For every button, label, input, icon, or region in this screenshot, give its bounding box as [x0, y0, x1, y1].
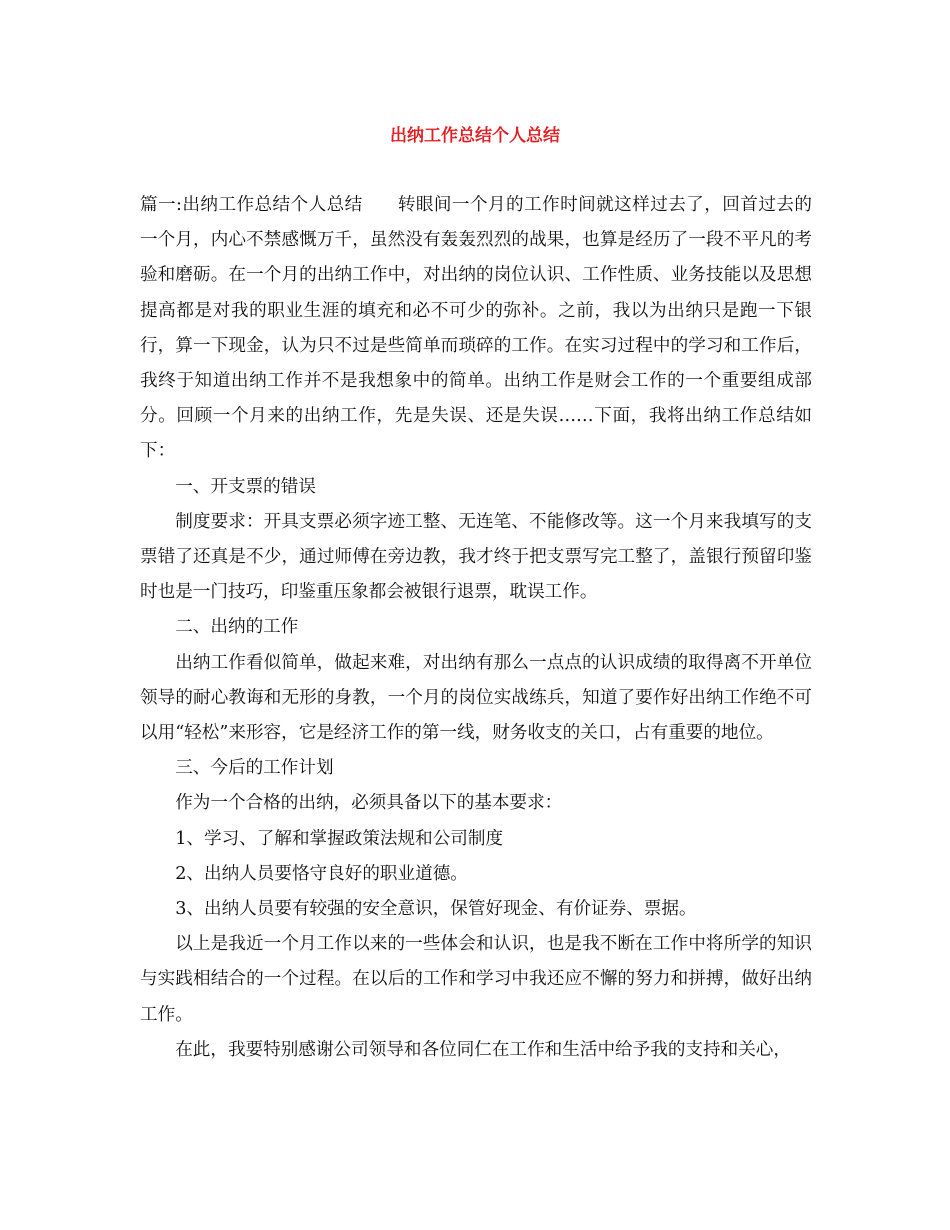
intro-heading: 篇一:出纳工作总结个人总结: [140, 195, 363, 215]
intro-text: 转眼间一个月的工作时间就这样过去了，回首过去的一个月，内心不禁感慨万千，虽然没有轰轰烈烈的战果，也算是经历了一段不平凡的考验和磨砺。在一个月的出纳工作中，对出纳的岗位认识、工作性质、业务技能以及思想提高都是对我的职业生涯的填充和必不可少的弥补。之前，我以为出纳只是跑一下银行，算一下现金，认为只不过是些简单而琐碎的工作。在实习过程中的学习和工作后，我终于知道出纳工作并不是我想象中的简单。出纳工作是财会工作的一个重要组成部分。回顾一个月来的出纳工作，先是失误、还是失误……下面，我将出纳工作总结如下：: [140, 195, 812, 462]
section-heading-1: 一、开支票的错误: [175, 476, 316, 497]
requirement-item: 3、出纳人员要有较强的安全意识，保管好现金、有价证券、票据。: [175, 899, 697, 920]
closing-paragraph: 以上是我近一个月工作以来的一些体会和认识，也是我不断在工作中将所学的知识与实践相结合的一个过程。在以后的工作和学习中我还应不懈的努力和拼搏，做好出纳工作。: [140, 934, 812, 1025]
section-heading-2: 二、出纳的工作: [175, 617, 299, 638]
thanks-paragraph: 在此，我要特别感谢公司领导和各位同仁在工作和生活中给予我的支持和关心，: [175, 1039, 791, 1060]
document-title: 出纳工作总结个人总结: [390, 126, 560, 146]
requirement-item: 2、出纳人员要恪守良好的职业道德。: [175, 863, 468, 884]
section-heading-3: 三、今后的工作计划: [175, 758, 334, 779]
intro-paragraph: [140, 188, 812, 470]
document-body: [140, 188, 812, 1068]
requirement-item: 1、学习、了解和掌握政策法规和公司制度: [175, 828, 504, 849]
section-paragraph-1: 制度要求：开具支票必须字迹工整、无连笔、不能修改等。这一个月来我填写的支票错了还真是不少，通过师傅在旁边教，我才终于把支票写完工整了，盖银行预留印鉴时也是一门技巧，印鉴重压象都会被银行退票，耽误工作。: [140, 511, 812, 603]
section-paragraph-2: 出纳工作看似简单，做起来难，对出纳有那么一点点的认识成绩的取得离不开单位领导的耐心教诲和无形的身教，一个月的岗位实战练兵，知道了要作好出纳工作绝不可以用“轻松”来形容，它是经济工作的第一线，财务收支的关口，占有重要的地位。: [140, 652, 812, 744]
section-intro-3: 作为一个合格的出纳，必须具备以下的基本要求：: [175, 793, 563, 814]
